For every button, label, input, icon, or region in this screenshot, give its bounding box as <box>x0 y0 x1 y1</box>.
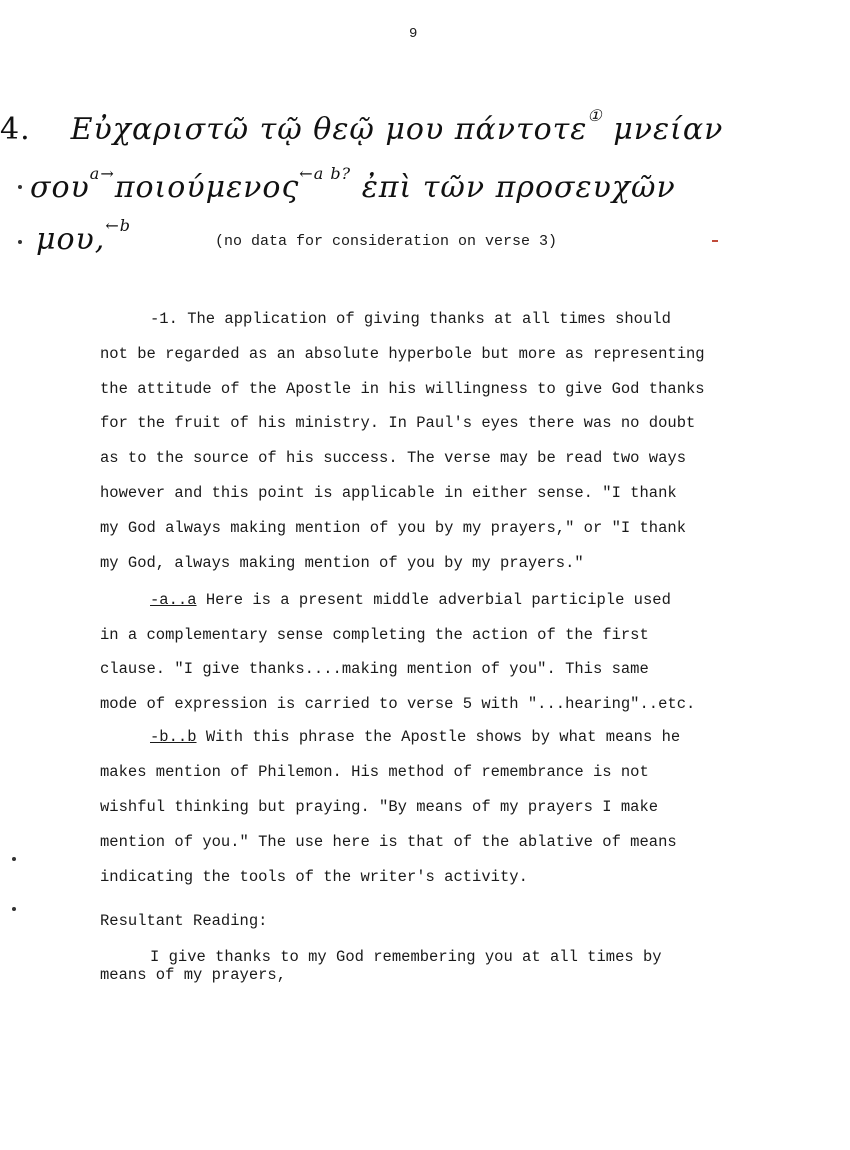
text-line: in a complementary sense completing the action of the first <box>100 625 649 644</box>
text-line <box>100 583 780 618</box>
marker-a: -a..a <box>150 591 197 609</box>
resultant-reading <box>100 948 662 984</box>
text-line: indicating the tools of the writer's activity. <box>100 868 528 886</box>
mark-a-start: a→ <box>89 164 115 183</box>
red-mark <box>712 240 718 242</box>
verse-note: (no data for consideration on verse 3) <box>215 233 558 250</box>
text-line: however and this point is applicable in either sense. "I thank <box>100 483 677 502</box>
mark-b-end: ←b <box>105 216 131 235</box>
margin-dot <box>12 907 16 911</box>
text-line: mode of expression is carried to verse 5 with "...hearing"..etc. <box>100 694 696 713</box>
text-line-content: Here is a present middle adverbial participle used <box>196 591 671 609</box>
text-line: not be regarded as an absolute hyperbole but more as representing <box>100 344 705 363</box>
greek-line-1 <box>0 106 724 147</box>
paragraph-2 <box>100 583 780 721</box>
marker-b: -b..b <box>150 728 197 746</box>
verse-number: 4. <box>0 112 31 147</box>
text-line: as to the source of his success. The verse may be read two ways <box>100 449 686 468</box>
text-line: I give thanks to my God remembering you at all times by <box>150 948 662 966</box>
text-line: the attitude of the Apostle in his willingness to give God thanks <box>100 379 705 398</box>
text-line: means of my prayers, <box>100 966 287 984</box>
page-mark: 9 <box>409 26 418 42</box>
text-line: my God always making mention of you by my prayers," or "I thank <box>100 518 686 537</box>
paragraph-3 <box>100 720 780 895</box>
text-line <box>100 720 780 755</box>
greek-text-2a: σου <box>30 170 90 205</box>
greek-text-3: μου, <box>36 222 106 257</box>
text-line: makes mention of Philemon. His method of remembrance is not <box>100 763 649 781</box>
greek-text-1: Εὐχαριστῶ τῷ θεῷ μου πάντοτε <box>70 112 588 147</box>
margin-dot <box>18 185 22 189</box>
paragraph-1 <box>100 302 780 580</box>
text-line: -1. The application of giving thanks at all times should <box>150 310 671 328</box>
mark-b-start: ←a b? <box>299 164 352 183</box>
greek-text-2b: ποιούμενος <box>114 170 300 205</box>
margin-dot <box>18 240 22 244</box>
text-line: my God, always making mention of you by my prayers." <box>100 553 584 572</box>
text-line: clause. "I give thanks....making mention of you". This same <box>100 660 649 678</box>
text-line: mention of you." The use here is that of the ablative of means <box>100 833 677 851</box>
resultant-heading: Resultant Reading: <box>100 912 268 930</box>
greek-text-1-end: μνείαν <box>613 112 724 147</box>
text-line: for the fruit of his ministry. In Paul's eyes there was no doubt <box>100 414 696 433</box>
margin-dot <box>12 857 16 861</box>
footnote-mark-1: ① <box>587 106 603 125</box>
text-line: wishful thinking but praying. "By means of my prayers I make <box>100 798 659 816</box>
greek-text-2c: ἐπὶ τῶν προσευχῶν <box>361 170 676 205</box>
greek-line-2 <box>0 164 676 205</box>
text-line-content: With this phrase the Apostle shows by what means he <box>196 728 681 746</box>
